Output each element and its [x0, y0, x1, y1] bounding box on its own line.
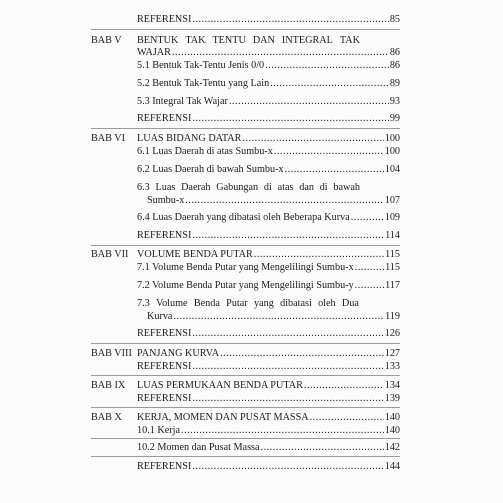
chapter-title [137, 35, 360, 47]
entry-label: REFERENSI [137, 328, 192, 339]
leader-dots [192, 113, 388, 125]
entry-label: REFERENSI [137, 393, 192, 404]
entry-page: 86 [389, 47, 400, 58]
toc-entry [137, 461, 400, 473]
entry-page: 85 [389, 14, 400, 25]
leader-dots [192, 230, 384, 242]
leader-dots [261, 442, 384, 454]
entry-label: 6.4 Luas Daerah yang dibatasi oleh Beberapa Kurva [137, 212, 350, 223]
entry-label: REFERENSI [137, 230, 192, 241]
leader-dots [229, 96, 389, 108]
entry-label: REFERENSI [137, 461, 192, 472]
toc-entry [147, 195, 400, 207]
entry-word: di [319, 182, 328, 193]
entry-page: 139 [384, 393, 400, 404]
toc-entry [137, 442, 400, 454]
toc-entry [137, 412, 400, 424]
leader-dots [192, 461, 383, 473]
title-word: TENTU [212, 35, 246, 46]
entry-label: 7.2 Volume Benda Putar yang Mengelilingi Sumbu-y [137, 280, 354, 291]
entry-page: 142 [384, 442, 400, 453]
entry-label: Sumbu-x [147, 195, 185, 206]
leader-dots [265, 60, 389, 72]
entry-label: PANJANG KURVA [137, 348, 220, 359]
divider [91, 407, 400, 408]
toc-entry [137, 78, 400, 90]
title-word: TAK [339, 35, 360, 46]
entry-label: VOLUME BENDA PUTAR [137, 249, 253, 260]
toc-entry [137, 96, 400, 108]
entry-label: REFERENSI [137, 14, 192, 25]
toc-entry [137, 164, 400, 176]
entry-word: dibatasi [280, 298, 312, 309]
entry-word: bawah [333, 182, 360, 193]
leader-dots [355, 280, 384, 292]
entry-page: 104 [384, 164, 400, 175]
entry-label: WAJAR [137, 47, 171, 58]
entry-label: 5.1 Bentuk Tak-Tentu Jenis 0/0 [137, 60, 265, 71]
entry-label: 5.3 Integral Tak Wajar [137, 96, 228, 107]
toc-entry [137, 230, 400, 242]
leader-dots [172, 47, 389, 59]
entry-page: 140 [384, 425, 400, 436]
toc-entry [137, 393, 400, 405]
entry-word: Benda [193, 298, 220, 309]
toc-entry [137, 249, 400, 261]
title-word: TAK [185, 35, 206, 46]
entry-page: 115 [385, 262, 400, 273]
entry-page: 109 [384, 212, 400, 223]
divider [91, 128, 400, 129]
leader-dots [192, 393, 383, 405]
entry-label: 10.2 Momen dan Pusat Massa [137, 442, 260, 453]
entry-page: 133 [384, 361, 400, 372]
leader-dots [181, 425, 384, 437]
toc-entry [137, 47, 400, 59]
entry-label: Kurva [147, 311, 173, 322]
toc-entry [137, 262, 400, 274]
entry-label: 6.2 Luas Daerah di bawah Sumbu-x [137, 164, 284, 175]
entry-word: 6.3 [137, 182, 150, 193]
entry-page: 114 [385, 230, 400, 241]
leader-dots [192, 328, 383, 340]
toc-entry [147, 311, 400, 323]
leader-dots [192, 14, 388, 26]
leader-dots [270, 78, 389, 90]
title-word: INTEGRAL [281, 35, 333, 46]
leader-dots [192, 361, 383, 373]
entry-page: 86 [389, 60, 400, 71]
toc-entry [137, 113, 400, 125]
leader-dots [173, 311, 384, 323]
toc-entry [137, 146, 400, 158]
entry-page: 119 [385, 311, 400, 322]
divider [91, 438, 400, 439]
divider [91, 343, 400, 344]
entry-label: 7.1 Volume Benda Putar yang Mengelilingi Sumbu-x [137, 262, 354, 273]
leader-dots [220, 348, 384, 360]
entry-page: 134 [384, 380, 400, 391]
chapter-number: BAB IX [91, 380, 126, 391]
entry-page: 140 [384, 412, 400, 423]
toc-entry [137, 212, 400, 224]
leader-dots [355, 262, 384, 274]
toc-entry-wrapped [137, 182, 360, 194]
entry-page: 100 [384, 133, 400, 144]
entry-word: Dua [341, 298, 359, 309]
entry-word: Gabungan [216, 182, 259, 193]
entry-word: di [263, 182, 272, 193]
entry-page: 89 [389, 78, 400, 89]
entry-page: 126 [384, 328, 400, 339]
entry-label: REFERENSI [137, 113, 192, 124]
entry-label: 10.1 Kerja [137, 425, 180, 436]
entry-page: 115 [385, 249, 400, 260]
entry-word: Putar [226, 298, 248, 309]
entry-word: Volume [156, 298, 188, 309]
chapter-number: BAB VII [91, 249, 129, 260]
leader-dots [310, 412, 384, 424]
entry-page: 107 [384, 195, 400, 206]
divider [91, 245, 400, 246]
entry-label: LUAS PERMUKAAN BENDA PUTAR [137, 380, 303, 391]
entry-page: 99 [389, 113, 400, 124]
leader-dots [242, 133, 383, 145]
title-word: BENTUK [137, 35, 179, 46]
entry-label: 5.2 Bentuk Tak-Tentu yang Lain [137, 78, 270, 89]
toc-entry [137, 14, 400, 26]
leader-dots [254, 249, 384, 261]
entry-page: 100 [384, 146, 400, 157]
entry-word: dan [299, 182, 314, 193]
toc-entry [137, 380, 400, 392]
leader-dots [185, 195, 383, 207]
entry-page: 127 [384, 348, 400, 359]
entry-word: atas [277, 182, 294, 193]
chapter-number: BAB VIII [91, 348, 132, 359]
toc-entry [137, 328, 400, 340]
entry-word: Luas [155, 182, 176, 193]
leader-dots [274, 146, 384, 158]
title-word: DAN [252, 35, 275, 46]
toc-entry [137, 280, 400, 292]
divider [91, 375, 400, 376]
entry-label: REFERENSI [137, 361, 192, 372]
entry-word: Daerah [181, 182, 211, 193]
toc-entry [137, 133, 400, 145]
leader-dots [351, 212, 384, 224]
entry-word: yang [253, 298, 274, 309]
toc-entry [137, 60, 400, 72]
entry-word: 7.3 [137, 298, 150, 309]
entry-label: LUAS BIDANG DATAR [137, 133, 242, 144]
chapter-number: BAB V [91, 35, 122, 46]
entry-page: 144 [384, 461, 400, 472]
leader-dots [285, 164, 384, 176]
entry-label: KERJA, MOMEN DAN PUSAT MASSA [137, 412, 309, 423]
chapter-number: BAB VI [91, 133, 126, 144]
entry-word: oleh [318, 298, 336, 309]
chapter-number: BAB X [91, 412, 122, 423]
divider [91, 29, 400, 30]
toc-entry [137, 348, 400, 360]
entry-page: 93 [389, 96, 400, 107]
toc-entry [137, 425, 400, 437]
leader-dots [304, 380, 384, 392]
divider [91, 456, 400, 457]
entry-page: 117 [385, 280, 400, 291]
entry-label: 6.1 Luas Daerah di atas Sumbu-x [137, 146, 273, 157]
toc-entry [137, 361, 400, 373]
toc-entry-wrapped [137, 298, 359, 310]
